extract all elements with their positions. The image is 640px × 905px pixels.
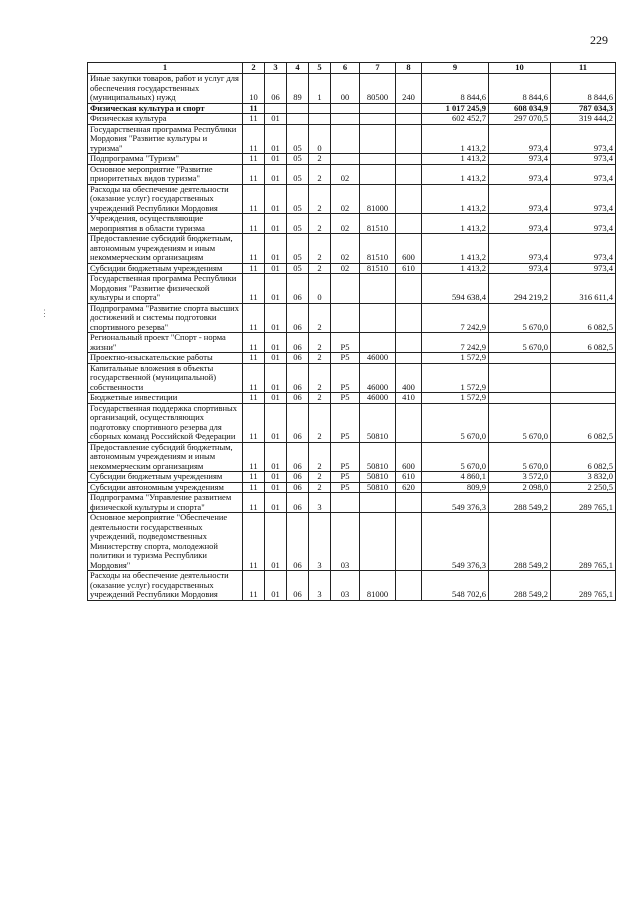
cell-direction [360, 114, 396, 125]
cell-amount-1: 1 413,2 [422, 124, 489, 154]
cell-amount-3: 973,4 [551, 124, 616, 154]
cell-expense-type [396, 164, 422, 184]
cell-subprogram: 2 [309, 353, 331, 364]
cell-subsection: 01 [265, 184, 287, 214]
cell-amount-1: 1 413,2 [422, 154, 489, 165]
cell-subprogram: 2 [309, 184, 331, 214]
cell-subprogram: 2 [309, 154, 331, 165]
header-col-8: 8 [396, 63, 422, 74]
cell-amount-2: 288 549,2 [489, 571, 551, 601]
cell-amount-2: 973,4 [489, 124, 551, 154]
cell-name: Иные закупки товаров, работ и услуг для обеспечения государственных (муниципальных) нужд [88, 74, 243, 104]
cell-program: 06 [287, 274, 309, 304]
table-body [88, 74, 616, 601]
cell-amount-3: 8 844,6 [551, 74, 616, 104]
cell-subprogram: 2 [309, 234, 331, 264]
table-row [88, 393, 616, 404]
header-col-1: 1 [88, 63, 243, 74]
cell-amount-1: 7 242,9 [422, 303, 489, 333]
table-row [88, 114, 616, 125]
cell-amount-1: 549 376,3 [422, 513, 489, 571]
cell-expense-type [396, 571, 422, 601]
cell-name: Подпрограмма "Туризм" [88, 154, 243, 165]
cell-amount-2: 297 070,5 [489, 114, 551, 125]
cell-section: 11 [243, 472, 265, 483]
cell-amount-3: 973,4 [551, 214, 616, 234]
cell-section: 10 [243, 74, 265, 104]
cell-event: P5 [331, 353, 360, 364]
cell-direction: 46000 [360, 393, 396, 404]
table-row [88, 363, 616, 393]
cell-name: Физическая культура и спорт [88, 103, 243, 114]
cell-name: Предоставление субсидий бюджетным, автономным учреждениям и иным некоммерческим организациям [88, 234, 243, 264]
cell-expense-type [396, 184, 422, 214]
cell-subprogram: 2 [309, 393, 331, 404]
margin-mark: ⋮ [40, 308, 49, 318]
cell-subprogram: 0 [309, 124, 331, 154]
table-row [88, 124, 616, 154]
cell-amount-3: 6 082,5 [551, 333, 616, 353]
cell-subsection: 01 [265, 482, 287, 493]
cell-amount-3: 316 611,4 [551, 274, 616, 304]
cell-section: 11 [243, 482, 265, 493]
cell-amount-3: 973,4 [551, 184, 616, 214]
cell-direction [360, 124, 396, 154]
cell-expense-type [396, 114, 422, 125]
cell-name: Подпрограмма "Развитие спорта высших достижений и системы подготовки спортивного резерва" [88, 303, 243, 333]
cell-program: 05 [287, 263, 309, 274]
cell-event [331, 103, 360, 114]
cell-amount-3: 3 832,0 [551, 472, 616, 483]
cell-amount-3: 973,4 [551, 154, 616, 165]
cell-subprogram: 2 [309, 472, 331, 483]
cell-subsection: 01 [265, 393, 287, 404]
table-row [88, 571, 616, 601]
header-col-6: 6 [331, 63, 360, 74]
cell-program: 06 [287, 493, 309, 513]
cell-name: Учреждения, осуществляющие мероприятия в области туризма [88, 214, 243, 234]
cell-subsection: 01 [265, 164, 287, 184]
cell-expense-type: 620 [396, 482, 422, 493]
table-row [88, 353, 616, 364]
cell-direction: 50810 [360, 442, 396, 472]
cell-subsection: 01 [265, 263, 287, 274]
cell-section: 11 [243, 333, 265, 353]
table-row [88, 274, 616, 304]
table-row [88, 472, 616, 483]
cell-expense-type [396, 353, 422, 364]
cell-amount-3: 787 034,3 [551, 103, 616, 114]
cell-event [331, 493, 360, 513]
cell-subprogram: 2 [309, 263, 331, 274]
cell-name: Государственная программа Республики Мордовия "Развитие физической культуры и спорта" [88, 274, 243, 304]
cell-event: P5 [331, 472, 360, 483]
cell-amount-1: 1 413,2 [422, 263, 489, 274]
cell-expense-type: 240 [396, 74, 422, 104]
cell-section: 11 [243, 571, 265, 601]
cell-amount-2 [489, 393, 551, 404]
table-row [88, 303, 616, 333]
cell-program: 06 [287, 442, 309, 472]
cell-event: P5 [331, 482, 360, 493]
cell-section: 11 [243, 234, 265, 264]
cell-subsection: 01 [265, 274, 287, 304]
cell-program: 89 [287, 74, 309, 104]
cell-amount-2: 973,4 [489, 184, 551, 214]
header-col-4: 4 [287, 63, 309, 74]
cell-subprogram [309, 114, 331, 125]
cell-program: 05 [287, 124, 309, 154]
cell-amount-3: 6 082,5 [551, 403, 616, 442]
cell-amount-3: 289 765,1 [551, 493, 616, 513]
header-col-10: 10 [489, 63, 551, 74]
cell-section: 11 [243, 513, 265, 571]
table-row [88, 493, 616, 513]
cell-section: 11 [243, 363, 265, 393]
cell-section: 11 [243, 114, 265, 125]
cell-subsection: 01 [265, 114, 287, 125]
cell-name: Основное мероприятие "Развитие приоритетных видов туризма" [88, 164, 243, 184]
cell-amount-1: 594 638,4 [422, 274, 489, 304]
cell-event: P5 [331, 393, 360, 404]
cell-amount-2: 288 549,2 [489, 493, 551, 513]
cell-direction: 81510 [360, 214, 396, 234]
cell-amount-3: 973,4 [551, 234, 616, 264]
table-row [88, 74, 616, 104]
cell-section: 11 [243, 493, 265, 513]
cell-direction [360, 333, 396, 353]
cell-subsection: 01 [265, 363, 287, 393]
cell-direction [360, 493, 396, 513]
cell-amount-3: 2 250,5 [551, 482, 616, 493]
cell-name: Субсидии бюджетным учреждениям [88, 472, 243, 483]
cell-direction: 46000 [360, 363, 396, 393]
cell-amount-2: 8 844,6 [489, 74, 551, 104]
page-number: 229 [590, 33, 608, 47]
cell-subsection: 01 [265, 333, 287, 353]
cell-amount-2: 973,4 [489, 234, 551, 264]
cell-program: 05 [287, 154, 309, 165]
cell-expense-type [396, 274, 422, 304]
cell-expense-type: 400 [396, 363, 422, 393]
table-header [88, 63, 616, 74]
cell-name: Расходы на обеспечение деятельности (оказание услуг) государственных учреждений Республики Мордовия [88, 184, 243, 214]
table-row [88, 333, 616, 353]
cell-subprogram: 2 [309, 442, 331, 472]
cell-direction [360, 303, 396, 333]
cell-amount-1: 1 017 245,9 [422, 103, 489, 114]
table-row [88, 442, 616, 472]
cell-event [331, 274, 360, 304]
cell-subsection: 01 [265, 571, 287, 601]
cell-section: 11 [243, 154, 265, 165]
cell-amount-1: 1 413,2 [422, 214, 489, 234]
cell-section: 11 [243, 103, 265, 114]
cell-event: 02 [331, 263, 360, 274]
cell-subprogram: 2 [309, 363, 331, 393]
table-row [88, 513, 616, 571]
cell-event [331, 114, 360, 125]
table-row [88, 214, 616, 234]
cell-amount-1: 1 572,9 [422, 353, 489, 364]
cell-event: 03 [331, 513, 360, 571]
cell-subprogram: 2 [309, 303, 331, 333]
cell-section: 11 [243, 124, 265, 154]
cell-direction: 81000 [360, 571, 396, 601]
cell-amount-3: 973,4 [551, 164, 616, 184]
cell-subsection: 01 [265, 442, 287, 472]
cell-amount-3: 6 082,5 [551, 442, 616, 472]
cell-amount-3 [551, 353, 616, 364]
cell-event: 02 [331, 214, 360, 234]
cell-event: 02 [331, 184, 360, 214]
table-row [88, 234, 616, 264]
cell-amount-1: 8 844,6 [422, 74, 489, 104]
cell-name: Субсидии автономным учреждениям [88, 482, 243, 493]
cell-amount-3: 319 444,2 [551, 114, 616, 125]
cell-amount-2 [489, 363, 551, 393]
cell-expense-type: 600 [396, 442, 422, 472]
header-row [88, 63, 616, 74]
cell-expense-type [396, 493, 422, 513]
cell-amount-1: 549 376,3 [422, 493, 489, 513]
cell-amount-3 [551, 393, 616, 404]
cell-direction [360, 274, 396, 304]
cell-section: 11 [243, 403, 265, 442]
table-row [88, 184, 616, 214]
cell-section: 11 [243, 353, 265, 364]
cell-expense-type [396, 124, 422, 154]
cell-direction: 50810 [360, 482, 396, 493]
cell-amount-1: 1 413,2 [422, 164, 489, 184]
header-col-9: 9 [422, 63, 489, 74]
cell-subprogram: 2 [309, 333, 331, 353]
cell-event [331, 303, 360, 333]
cell-expense-type [396, 333, 422, 353]
cell-subsection: 01 [265, 403, 287, 442]
cell-name: Проектно-изыскательские работы [88, 353, 243, 364]
cell-name: Бюджетные инвестиции [88, 393, 243, 404]
cell-program: 05 [287, 234, 309, 264]
cell-subprogram: 3 [309, 513, 331, 571]
cell-direction: 81510 [360, 263, 396, 274]
cell-amount-2: 973,4 [489, 154, 551, 165]
cell-subsection: 01 [265, 493, 287, 513]
cell-section: 11 [243, 184, 265, 214]
cell-subsection: 06 [265, 74, 287, 104]
cell-section: 11 [243, 442, 265, 472]
cell-expense-type: 600 [396, 234, 422, 264]
table-row [88, 482, 616, 493]
cell-event: P5 [331, 442, 360, 472]
cell-subprogram: 2 [309, 403, 331, 442]
cell-subprogram: 2 [309, 214, 331, 234]
cell-event: P5 [331, 403, 360, 442]
cell-name: Основное мероприятие "Обеспечение деятельности государственных учреждений, подведомственных Министерству спорта, молодежной политики и туризма Республики Мордовия" [88, 513, 243, 571]
header-col-11: 11 [551, 63, 616, 74]
cell-program: 06 [287, 303, 309, 333]
cell-amount-2: 288 549,2 [489, 513, 551, 571]
cell-amount-1: 5 670,0 [422, 442, 489, 472]
cell-event: P5 [331, 363, 360, 393]
header-col-3: 3 [265, 63, 287, 74]
cell-expense-type: 410 [396, 393, 422, 404]
cell-subprogram: 3 [309, 493, 331, 513]
header-col-5: 5 [309, 63, 331, 74]
cell-section: 11 [243, 214, 265, 234]
cell-expense-type: 610 [396, 472, 422, 483]
cell-subprogram: 2 [309, 482, 331, 493]
cell-amount-2 [489, 353, 551, 364]
cell-section: 11 [243, 303, 265, 333]
cell-event: 03 [331, 571, 360, 601]
table-row [88, 164, 616, 184]
header-col-7: 7 [360, 63, 396, 74]
cell-direction [360, 513, 396, 571]
cell-name: Подпрограмма "Управление развитием физической культуры и спорта" [88, 493, 243, 513]
cell-amount-3 [551, 363, 616, 393]
cell-direction: 50810 [360, 403, 396, 442]
cell-amount-1: 4 860,1 [422, 472, 489, 483]
cell-direction: 50810 [360, 472, 396, 483]
cell-name: Расходы на обеспечение деятельности (оказание услуг) государственных учреждений Республики Мордовия [88, 571, 243, 601]
cell-direction: 81000 [360, 184, 396, 214]
cell-subsection: 01 [265, 353, 287, 364]
cell-amount-2: 973,4 [489, 263, 551, 274]
cell-name: Государственная поддержка спортивных организаций, осуществляющих подготовку спортивного резерва для сборных команд Российской Федерации [88, 403, 243, 442]
cell-event: P5 [331, 333, 360, 353]
cell-section: 11 [243, 263, 265, 274]
cell-amount-1: 548 702,6 [422, 571, 489, 601]
cell-amount-3: 973,4 [551, 263, 616, 274]
cell-amount-1: 1 413,2 [422, 184, 489, 214]
cell-expense-type [396, 513, 422, 571]
cell-program: 05 [287, 184, 309, 214]
table-row [88, 263, 616, 274]
cell-subprogram [309, 103, 331, 114]
cell-amount-2: 5 670,0 [489, 403, 551, 442]
cell-program: 06 [287, 353, 309, 364]
cell-name: Субсидии бюджетным учреждениям [88, 263, 243, 274]
cell-amount-2: 294 219,2 [489, 274, 551, 304]
cell-amount-2: 3 572,0 [489, 472, 551, 483]
table-row [88, 154, 616, 165]
cell-amount-2: 5 670,0 [489, 303, 551, 333]
cell-subsection: 01 [265, 513, 287, 571]
cell-program: 05 [287, 164, 309, 184]
cell-name: Предоставление субсидий бюджетным, автономным учреждениям и иным некоммерческим организациям [88, 442, 243, 472]
cell-program: 06 [287, 333, 309, 353]
cell-amount-3: 289 765,1 [551, 571, 616, 601]
cell-program: 06 [287, 571, 309, 601]
cell-subsection: 01 [265, 234, 287, 264]
cell-event [331, 154, 360, 165]
cell-program: 06 [287, 513, 309, 571]
table-row [88, 403, 616, 442]
cell-program [287, 103, 309, 114]
cell-amount-2: 5 670,0 [489, 442, 551, 472]
cell-amount-1: 809,9 [422, 482, 489, 493]
cell-amount-3: 6 082,5 [551, 303, 616, 333]
cell-amount-1: 602 452,7 [422, 114, 489, 125]
cell-direction [360, 154, 396, 165]
cell-subprogram: 2 [309, 164, 331, 184]
cell-event: 00 [331, 74, 360, 104]
cell-subsection: 01 [265, 154, 287, 165]
cell-subprogram: 0 [309, 274, 331, 304]
cell-program [287, 114, 309, 125]
cell-subsection: 01 [265, 472, 287, 483]
cell-event: 02 [331, 164, 360, 184]
cell-amount-1: 1 413,2 [422, 234, 489, 264]
cell-subsection: 01 [265, 124, 287, 154]
cell-direction: 46000 [360, 353, 396, 364]
cell-expense-type: 610 [396, 263, 422, 274]
cell-section: 11 [243, 164, 265, 184]
cell-expense-type [396, 214, 422, 234]
cell-expense-type [396, 303, 422, 333]
cell-direction [360, 103, 396, 114]
cell-amount-2: 2 098,0 [489, 482, 551, 493]
cell-subsection: 01 [265, 214, 287, 234]
cell-name: Региональный проект "Спорт - норма жизни" [88, 333, 243, 353]
cell-direction [360, 164, 396, 184]
cell-program: 05 [287, 214, 309, 234]
cell-expense-type [396, 154, 422, 165]
cell-program: 06 [287, 472, 309, 483]
cell-program: 06 [287, 363, 309, 393]
cell-event: 02 [331, 234, 360, 264]
cell-name: Физическая культура [88, 114, 243, 125]
cell-subprogram: 3 [309, 571, 331, 601]
cell-amount-2: 973,4 [489, 164, 551, 184]
cell-program: 06 [287, 482, 309, 493]
header-col-2: 2 [243, 63, 265, 74]
cell-name: Государственная программа Республики Мордовия "Развитие культуры и туризма" [88, 124, 243, 154]
budget-table [87, 62, 616, 601]
cell-expense-type [396, 403, 422, 442]
cell-subprogram: 1 [309, 74, 331, 104]
cell-amount-3: 289 765,1 [551, 513, 616, 571]
cell-subsection: 01 [265, 303, 287, 333]
cell-subsection [265, 103, 287, 114]
cell-direction: 81510 [360, 234, 396, 264]
cell-amount-1: 7 242,9 [422, 333, 489, 353]
cell-amount-1: 5 670,0 [422, 403, 489, 442]
cell-direction: 80500 [360, 74, 396, 104]
cell-amount-1: 1 572,9 [422, 363, 489, 393]
cell-amount-2: 5 670,0 [489, 333, 551, 353]
cell-program: 06 [287, 403, 309, 442]
cell-program: 06 [287, 393, 309, 404]
cell-section: 11 [243, 393, 265, 404]
cell-amount-2: 608 034,9 [489, 103, 551, 114]
cell-name: Капитальные вложения в объекты государственной (муниципальной) собственности [88, 363, 243, 393]
table-row [88, 103, 616, 114]
cell-event [331, 124, 360, 154]
cell-amount-1: 1 572,9 [422, 393, 489, 404]
cell-expense-type [396, 103, 422, 114]
cell-section: 11 [243, 274, 265, 304]
cell-amount-2: 973,4 [489, 214, 551, 234]
